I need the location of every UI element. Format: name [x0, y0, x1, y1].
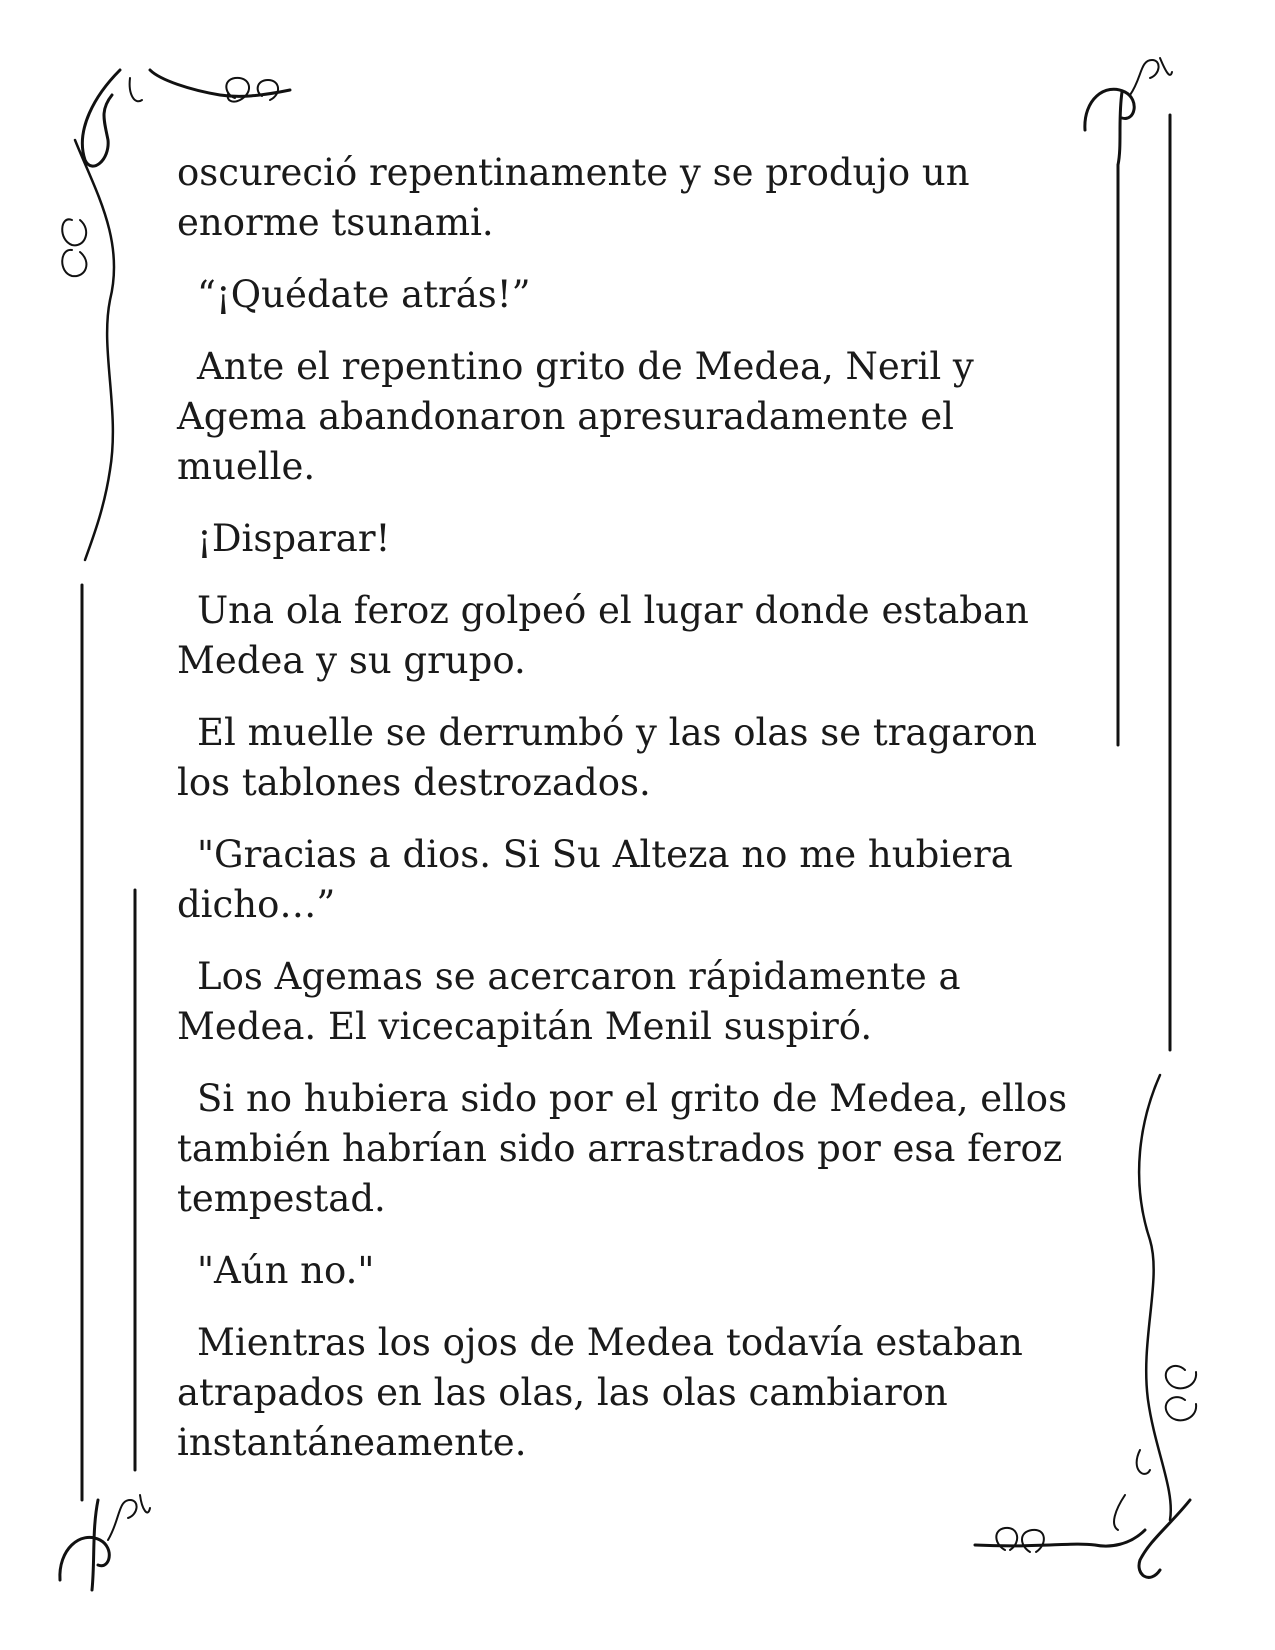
paragraph-3: Ante el repentino grito de Medea, Neril y Agema abandonaron apresuradamente el muelle. — [177, 345, 974, 488]
top-right-flourish — [1085, 58, 1172, 165]
paragraph-2: “¡Quédate atrás!” — [197, 273, 531, 316]
paragraph-7: "Gracias a dios. Si Su Alteza no me hubiera dicho…” — [177, 833, 1013, 926]
paragraph-5: Una ola feroz golpeó el lugar donde estaban Medea y su grupo. — [177, 589, 1029, 682]
paragraph-1: oscureció repentinamente y se produjo un enorme tsunami. — [177, 151, 970, 244]
story-text — [177, 148, 1097, 1490]
paragraph-10: "Aún no." — [197, 1249, 375, 1292]
paragraph-8: Los Agemas se acercaron rápidamente a Medea. El vicecapitán Menil suspiró. — [177, 955, 961, 1048]
paragraph-4: ¡Disparar! — [197, 517, 391, 560]
paragraph-9: Si no hubiera sido por el grito de Medea, ellos también habrían sido arrastrados por esa feroz tempestad. — [177, 1077, 1068, 1220]
bottom-left-flourish — [60, 1495, 150, 1590]
paragraph-11: Mientras los ojos de Medea todavía estaban atrapados en las olas, las olas cambiaron instantáneamente. — [177, 1321, 1023, 1464]
paragraph-6: El muelle se derrumbó y las olas se tragaron los tablones destrozados. — [177, 711, 1037, 804]
